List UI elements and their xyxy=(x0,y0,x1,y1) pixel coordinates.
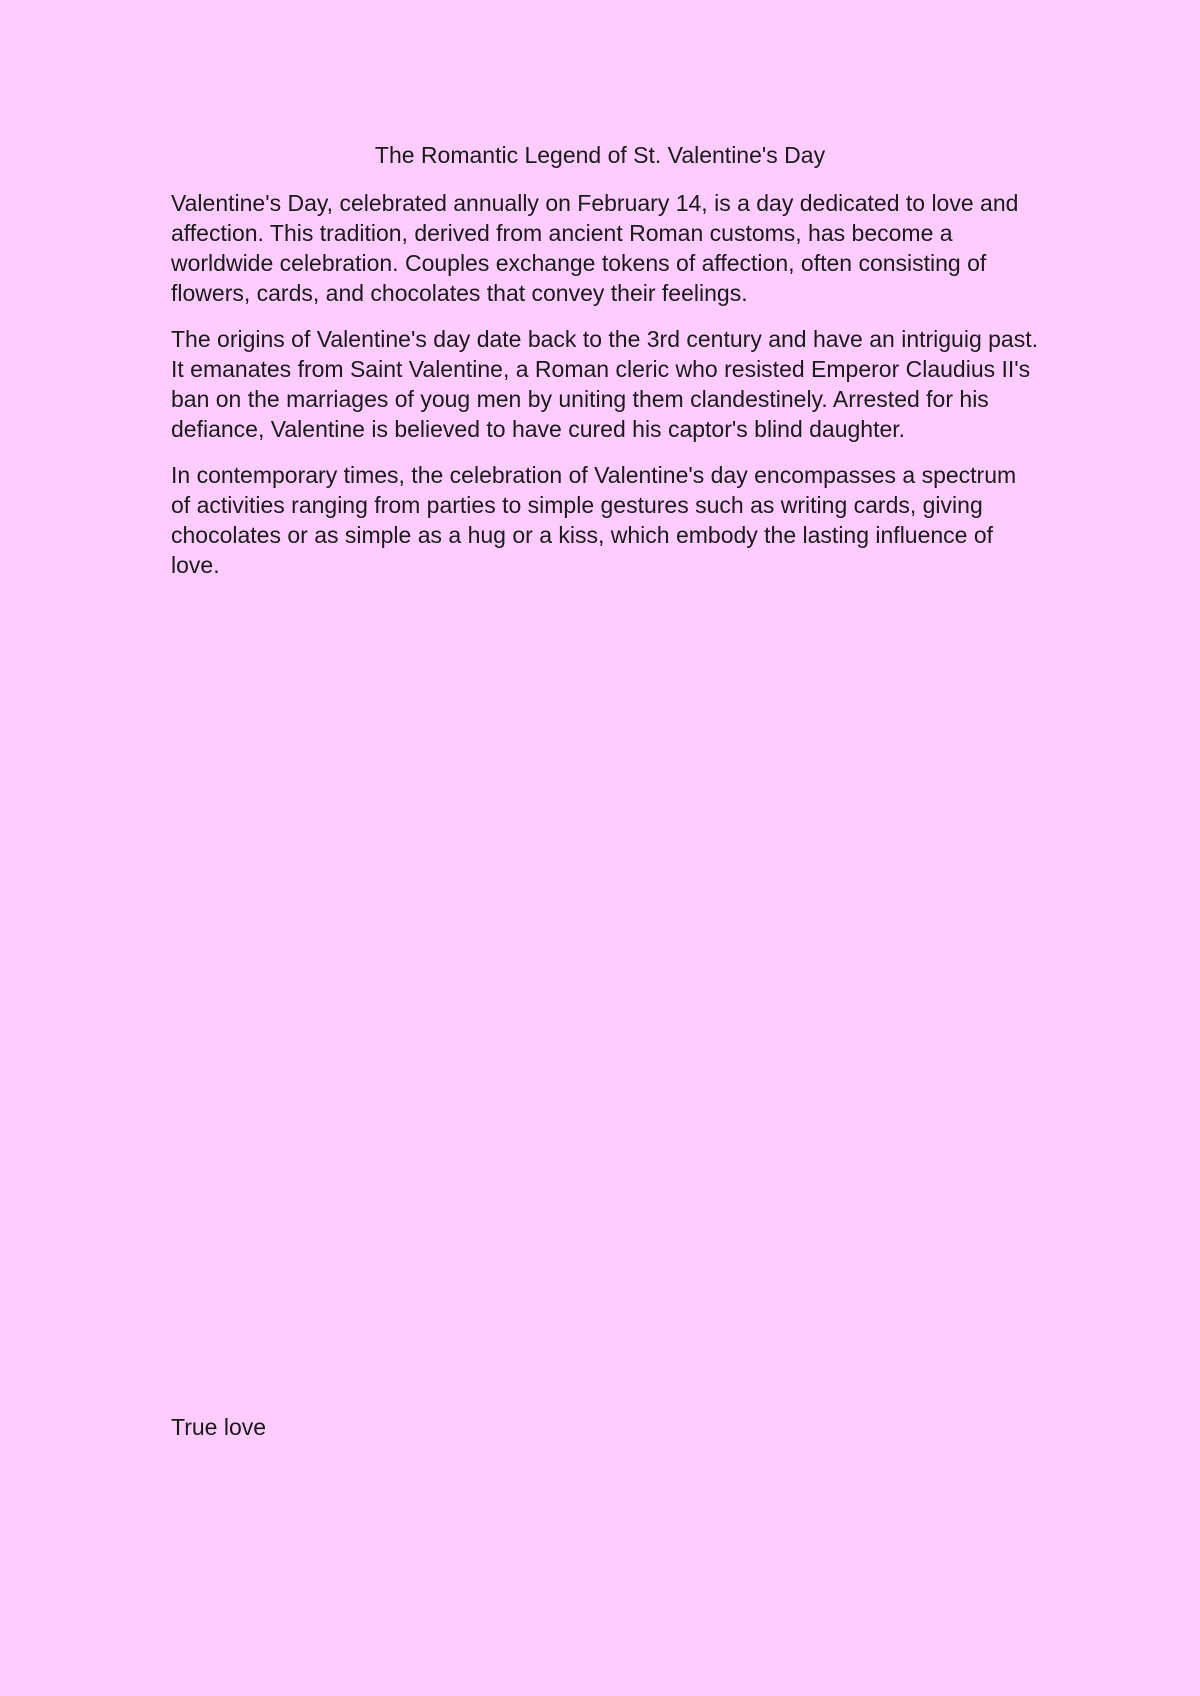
document-body xyxy=(171,188,1039,596)
footer-text: True love xyxy=(171,1414,267,1440)
document-title: The Romantic Legend of St. Valentine's Day xyxy=(374,142,826,168)
paragraph: In contemporary times, the celebration of Valentine's day encompasses a spectrum of activities ranging from parties to simple gestures such as writing cards, giving chocolates or as simple as a hug or a kiss, which embody the lasting influence of love. xyxy=(171,462,1017,578)
paragraph: The origins of Valentine's day date back to the 3rd century and have an intriguig past. It emanates from Saint Valentine, a Roman cleric who resisted Emperor Claudius II's ban on the marriages of youg men by uniting them clandestinely. Arrested for his defiance, Valentine is believed to have cured his captor's blind daughter. xyxy=(171,326,1039,442)
paragraph: Valentine's Day, celebrated annually on February 14, is a day dedicated to love and affection. This tradition, derived from ancient Roman customs, has become a worldwide celebration. Couples exchange tokens of affection, often consisting of flowers, cards, and chocolates that convey their feelings. xyxy=(171,190,1019,306)
